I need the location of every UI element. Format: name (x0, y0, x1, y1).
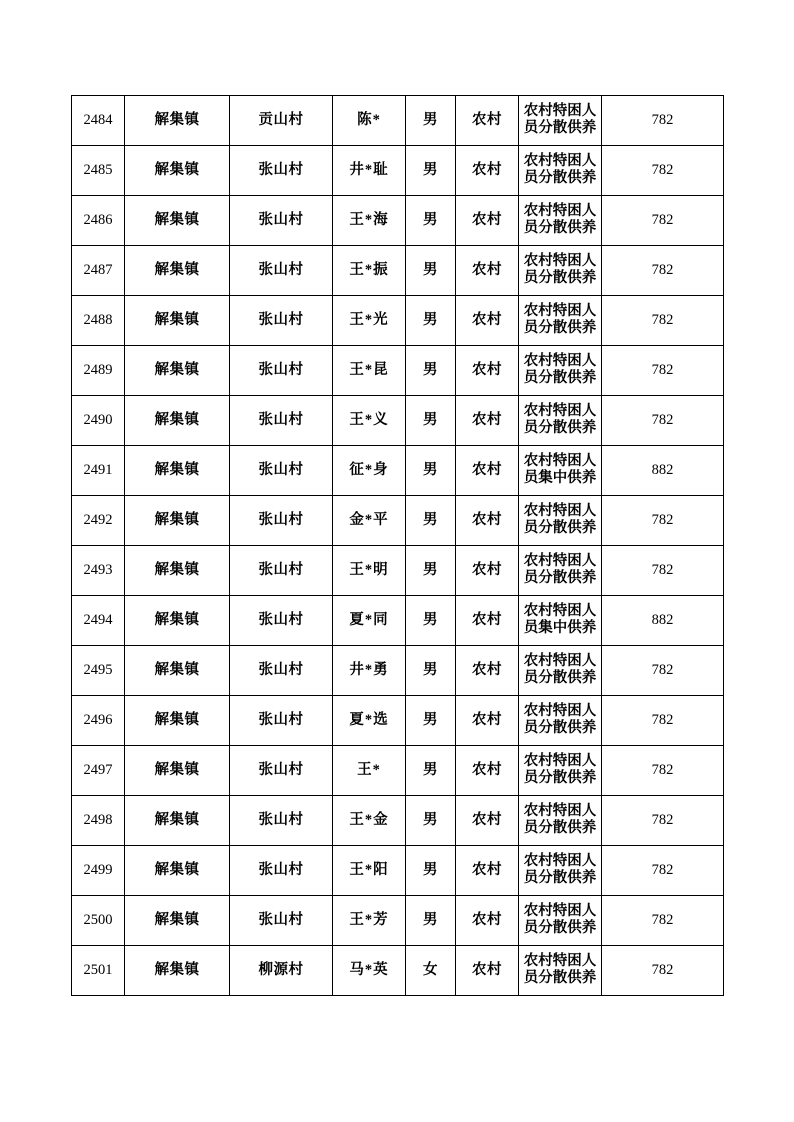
cell-name: 夏*选 (333, 696, 406, 746)
cell-village: 张山村 (230, 246, 333, 296)
cell-index: 2495 (72, 646, 125, 696)
cell-gender: 男 (406, 96, 456, 146)
cell-category (519, 546, 602, 596)
cell-name: 王*昆 (333, 346, 406, 396)
cell-name: 井*耻 (333, 146, 406, 196)
cell-household-type: 农村 (456, 246, 519, 296)
cell-category-text: 农村特困人员分散供养 (523, 552, 597, 586)
table-row (72, 646, 724, 696)
cell-category-text: 农村特困人员分散供养 (523, 702, 597, 736)
cell-amount: 882 (602, 596, 724, 646)
table-row (72, 446, 724, 496)
cell-name: 王*芳 (333, 896, 406, 946)
cell-index: 2500 (72, 896, 125, 946)
cell-category-text: 农村特困人员分散供养 (523, 252, 597, 286)
cell-category-text: 农村特困人员集中供养 (523, 452, 597, 486)
cell-village: 张山村 (230, 796, 333, 846)
cell-household-type: 农村 (456, 346, 519, 396)
cell-category-text: 农村特困人员分散供养 (523, 202, 597, 236)
cell-household-type: 农村 (456, 396, 519, 446)
cell-index: 2486 (72, 196, 125, 246)
table-row (72, 96, 724, 146)
cell-amount: 882 (602, 446, 724, 496)
cell-index: 2493 (72, 546, 125, 596)
cell-category-text: 农村特困人员分散供养 (523, 302, 597, 336)
cell-village: 张山村 (230, 296, 333, 346)
cell-category-text: 农村特困人员分散供养 (523, 802, 597, 836)
cell-village: 贡山村 (230, 96, 333, 146)
table-row (72, 796, 724, 846)
cell-village: 张山村 (230, 546, 333, 596)
cell-town: 解集镇 (125, 96, 230, 146)
table-row (72, 196, 724, 246)
cell-category (519, 746, 602, 796)
cell-name: 陈* (333, 96, 406, 146)
cell-amount: 782 (602, 896, 724, 946)
cell-household-type: 农村 (456, 496, 519, 546)
cell-name: 马*英 (333, 946, 406, 996)
cell-village: 张山村 (230, 446, 333, 496)
cell-town: 解集镇 (125, 346, 230, 396)
cell-amount: 782 (602, 396, 724, 446)
table-row (72, 896, 724, 946)
cell-index: 2488 (72, 296, 125, 346)
cell-gender: 女 (406, 946, 456, 996)
cell-household-type: 农村 (456, 146, 519, 196)
cell-town: 解集镇 (125, 846, 230, 896)
cell-amount: 782 (602, 696, 724, 746)
cell-town: 解集镇 (125, 646, 230, 696)
cell-category-text: 农村特困人员分散供养 (523, 152, 597, 186)
cell-amount: 782 (602, 296, 724, 346)
cell-name: 金*平 (333, 496, 406, 546)
table-row (72, 946, 724, 996)
cell-gender: 男 (406, 746, 456, 796)
cell-category-text: 农村特困人员分散供养 (523, 102, 597, 136)
cell-index: 2484 (72, 96, 125, 146)
cell-name: 王*明 (333, 546, 406, 596)
table-row (72, 246, 724, 296)
cell-gender: 男 (406, 496, 456, 546)
cell-name: 王*金 (333, 796, 406, 846)
cell-category (519, 896, 602, 946)
cell-category (519, 596, 602, 646)
cell-category-text: 农村特困人员分散供养 (523, 652, 597, 686)
table-row (72, 396, 724, 446)
cell-village: 张山村 (230, 846, 333, 896)
cell-index: 2489 (72, 346, 125, 396)
cell-name: 王*振 (333, 246, 406, 296)
cell-category (519, 296, 602, 346)
cell-category (519, 496, 602, 546)
cell-town: 解集镇 (125, 946, 230, 996)
cell-index: 2485 (72, 146, 125, 196)
cell-gender: 男 (406, 796, 456, 846)
cell-town: 解集镇 (125, 496, 230, 546)
cell-category (519, 646, 602, 696)
cell-name: 征*身 (333, 446, 406, 496)
cell-index: 2487 (72, 246, 125, 296)
cell-category (519, 946, 602, 996)
cell-town: 解集镇 (125, 546, 230, 596)
cell-index: 2498 (72, 796, 125, 846)
cell-gender: 男 (406, 846, 456, 896)
cell-town: 解集镇 (125, 596, 230, 646)
cell-household-type: 农村 (456, 96, 519, 146)
cell-category (519, 446, 602, 496)
table-row (72, 496, 724, 546)
cell-category (519, 246, 602, 296)
cell-index: 2496 (72, 696, 125, 746)
cell-gender: 男 (406, 596, 456, 646)
table-row (72, 596, 724, 646)
cell-index: 2499 (72, 846, 125, 896)
cell-household-type: 农村 (456, 846, 519, 896)
cell-town: 解集镇 (125, 796, 230, 846)
cell-village: 张山村 (230, 646, 333, 696)
cell-index: 2491 (72, 446, 125, 496)
table-container (71, 95, 723, 996)
cell-category (519, 196, 602, 246)
cell-category-text: 农村特困人员分散供养 (523, 502, 597, 536)
cell-household-type: 农村 (456, 796, 519, 846)
cell-household-type: 农村 (456, 296, 519, 346)
cell-category-text: 农村特困人员分散供养 (523, 902, 597, 936)
cell-household-type: 农村 (456, 896, 519, 946)
cell-town: 解集镇 (125, 696, 230, 746)
cell-village: 张山村 (230, 196, 333, 246)
cell-amount: 782 (602, 346, 724, 396)
cell-amount: 782 (602, 846, 724, 896)
cell-category-text: 农村特困人员分散供养 (523, 352, 597, 386)
cell-category (519, 346, 602, 396)
cell-amount: 782 (602, 796, 724, 846)
cell-household-type: 农村 (456, 646, 519, 696)
cell-household-type: 农村 (456, 596, 519, 646)
cell-village: 张山村 (230, 346, 333, 396)
table-row (72, 296, 724, 346)
cell-name: 夏*同 (333, 596, 406, 646)
cell-village: 柳源村 (230, 946, 333, 996)
cell-category (519, 846, 602, 896)
cell-gender: 男 (406, 646, 456, 696)
cell-category (519, 696, 602, 746)
cell-amount: 782 (602, 746, 724, 796)
table-row (72, 746, 724, 796)
cell-gender: 男 (406, 346, 456, 396)
cell-town: 解集镇 (125, 896, 230, 946)
cell-amount: 782 (602, 146, 724, 196)
cell-name: 王*光 (333, 296, 406, 346)
cell-category-text: 农村特困人员分散供养 (523, 402, 597, 436)
cell-village: 张山村 (230, 746, 333, 796)
cell-town: 解集镇 (125, 296, 230, 346)
cell-category-text: 农村特困人员分散供养 (523, 952, 597, 986)
cell-index: 2490 (72, 396, 125, 446)
cell-household-type: 农村 (456, 196, 519, 246)
cell-household-type: 农村 (456, 696, 519, 746)
cell-index: 2494 (72, 596, 125, 646)
cell-name: 井*勇 (333, 646, 406, 696)
cell-gender: 男 (406, 546, 456, 596)
cell-amount: 782 (602, 196, 724, 246)
cell-town: 解集镇 (125, 746, 230, 796)
cell-name: 王* (333, 746, 406, 796)
cell-town: 解集镇 (125, 196, 230, 246)
cell-household-type: 农村 (456, 946, 519, 996)
cell-town: 解集镇 (125, 246, 230, 296)
cell-name: 王*义 (333, 396, 406, 446)
cell-amount: 782 (602, 646, 724, 696)
cell-index: 2497 (72, 746, 125, 796)
cell-category-text: 农村特困人员分散供养 (523, 852, 597, 886)
cell-village: 张山村 (230, 146, 333, 196)
cell-household-type: 农村 (456, 546, 519, 596)
cell-gender: 男 (406, 896, 456, 946)
cell-index: 2492 (72, 496, 125, 546)
cell-category (519, 146, 602, 196)
cell-gender: 男 (406, 696, 456, 746)
table-row (72, 546, 724, 596)
cell-village: 张山村 (230, 496, 333, 546)
cell-index: 2501 (72, 946, 125, 996)
cell-town: 解集镇 (125, 396, 230, 446)
cell-gender: 男 (406, 296, 456, 346)
table-row (72, 346, 724, 396)
cell-amount: 782 (602, 96, 724, 146)
table-row (72, 146, 724, 196)
cell-gender: 男 (406, 146, 456, 196)
cell-household-type: 农村 (456, 446, 519, 496)
cell-category (519, 796, 602, 846)
cell-name: 王*阳 (333, 846, 406, 896)
cell-village: 张山村 (230, 696, 333, 746)
cell-amount: 782 (602, 546, 724, 596)
cell-name: 王*海 (333, 196, 406, 246)
cell-category-text: 农村特困人员集中供养 (523, 602, 597, 636)
cell-gender: 男 (406, 246, 456, 296)
cell-amount: 782 (602, 946, 724, 996)
cell-gender: 男 (406, 446, 456, 496)
cell-category-text: 农村特困人员分散供养 (523, 752, 597, 786)
cell-village: 张山村 (230, 596, 333, 646)
table-body (72, 96, 724, 996)
cell-town: 解集镇 (125, 146, 230, 196)
cell-category (519, 96, 602, 146)
cell-town: 解集镇 (125, 446, 230, 496)
cell-gender: 男 (406, 396, 456, 446)
cell-village: 张山村 (230, 896, 333, 946)
table-row (72, 846, 724, 896)
subsidy-table (71, 95, 724, 996)
cell-amount: 782 (602, 496, 724, 546)
cell-household-type: 农村 (456, 746, 519, 796)
cell-category (519, 396, 602, 446)
cell-amount: 782 (602, 246, 724, 296)
cell-gender: 男 (406, 196, 456, 246)
cell-village: 张山村 (230, 396, 333, 446)
table-row (72, 696, 724, 746)
